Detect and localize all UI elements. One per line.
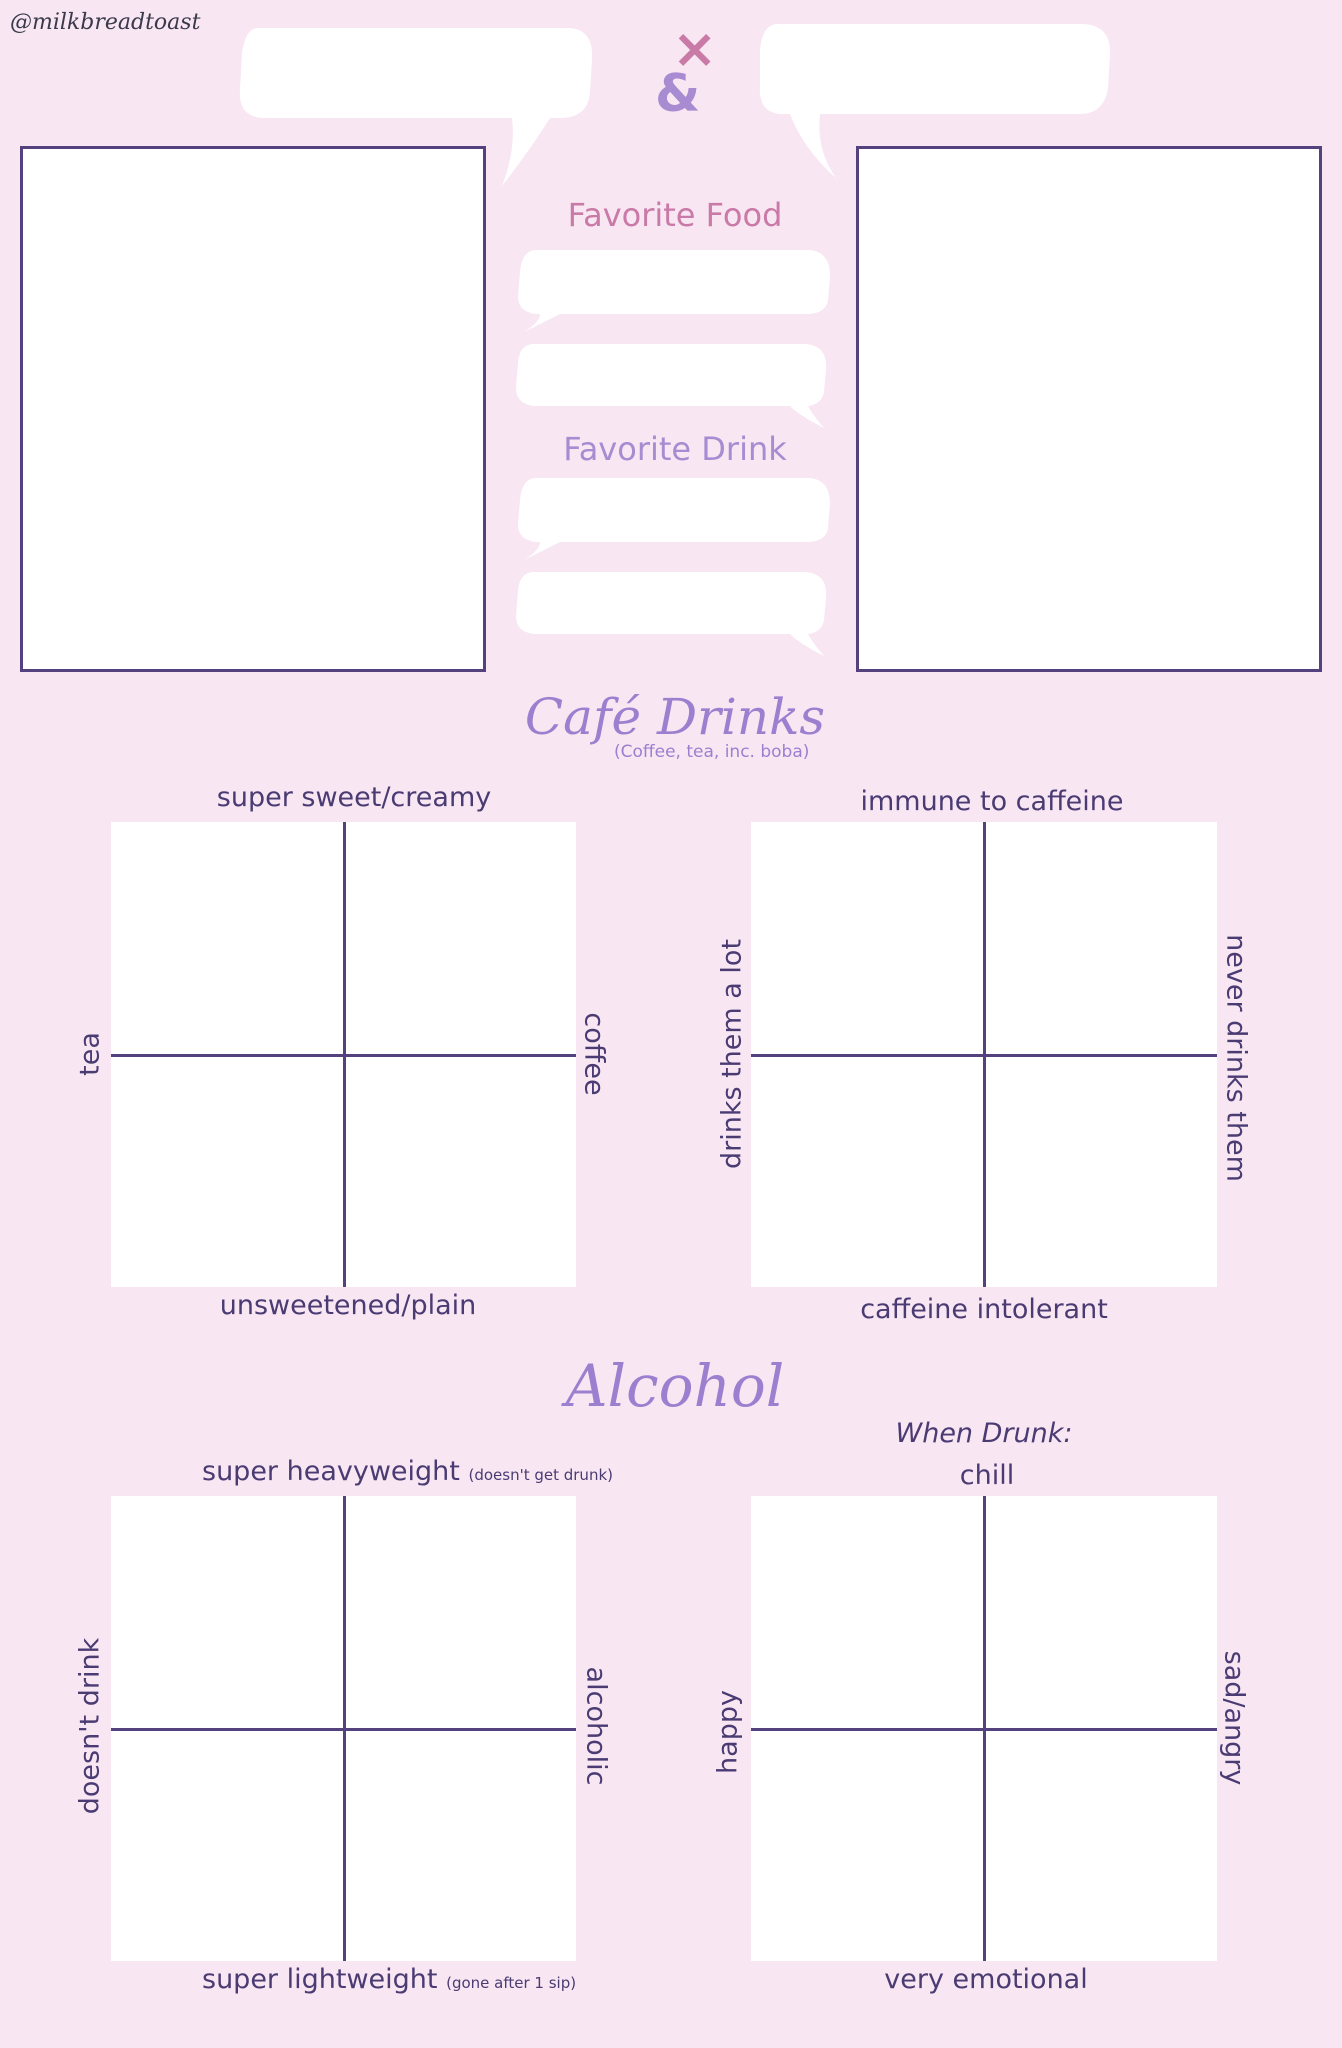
cafe-chart1-left-label: tea [74, 1032, 106, 1076]
food-bubble-left [518, 250, 830, 332]
artist-credit: @milkbreadtoast [10, 10, 201, 35]
cafe-chart1-right-label: coffee [578, 1012, 610, 1096]
vertical-axis [343, 822, 346, 1287]
alcohol-chart1-left-label: doesn't drink [74, 1637, 106, 1815]
alcohol-chart1-grid [111, 1496, 576, 1961]
cafe-chart2-top-label: immune to caffeine [860, 786, 1124, 817]
alcohol-chart1-bottom-label [202, 1964, 576, 1995]
alcohol-chart2-right-label: sad/angry [1218, 1650, 1250, 1786]
alcohol-chart2-top-label: chill [959, 1460, 1015, 1491]
cafe-chart2-left-label: drinks them a lot [716, 938, 748, 1170]
vertical-axis [343, 1496, 346, 1961]
when-drunk-heading: When Drunk: [895, 1418, 1073, 1449]
alcohol-chart2-grid [751, 1496, 1217, 1961]
alcohol-chart2-bottom-label: very emotional [884, 1964, 1088, 1995]
alcohol-chart2-left-label: happy [712, 1690, 744, 1774]
drink-bubble-left [518, 478, 830, 560]
cafe-chart2-grid [751, 822, 1217, 1287]
drink-bubble-right [516, 572, 826, 656]
alcohol-chart1-right-label: alcoholic [580, 1666, 612, 1786]
cafe-chart2-right-label: never drinks them [1220, 934, 1252, 1182]
alcohol-chart1-top-label [202, 1456, 613, 1487]
ampersand-icon: & [655, 64, 701, 124]
cafe-chart2-bottom-label: caffeine intolerant [860, 1294, 1108, 1325]
alcohol-title: Alcohol [565, 1352, 785, 1420]
alcohol-chart1-top-note: (doesn't get drunk) [468, 1466, 613, 1484]
character-photo-frame-left [20, 146, 486, 672]
favorite-drink-label: Favorite Drink [563, 430, 787, 468]
character-photo-frame-right [856, 146, 1322, 672]
alcohol-chart1-bottom-text: super lightweight [202, 1964, 438, 1995]
alcohol-chart1-bottom-note: (gone after 1 sip) [446, 1974, 577, 1992]
vertical-axis [983, 1496, 986, 1961]
cafe-drinks-title: Café Drinks [524, 688, 826, 746]
cafe-drinks-subtitle: (Coffee, tea, inc. boba) [614, 742, 810, 762]
favorite-food-label: Favorite Food [567, 196, 783, 234]
food-bubble-right [516, 344, 826, 428]
alcohol-chart1-top-text: super heavyweight [202, 1456, 460, 1487]
vertical-axis [983, 822, 986, 1287]
x-mark-icon: × [672, 17, 718, 80]
cafe-chart1-grid [111, 822, 576, 1287]
cafe-chart1-top-label: super sweet/creamy [216, 782, 492, 813]
cafe-chart1-bottom-label: unsweetened/plain [219, 1290, 477, 1321]
